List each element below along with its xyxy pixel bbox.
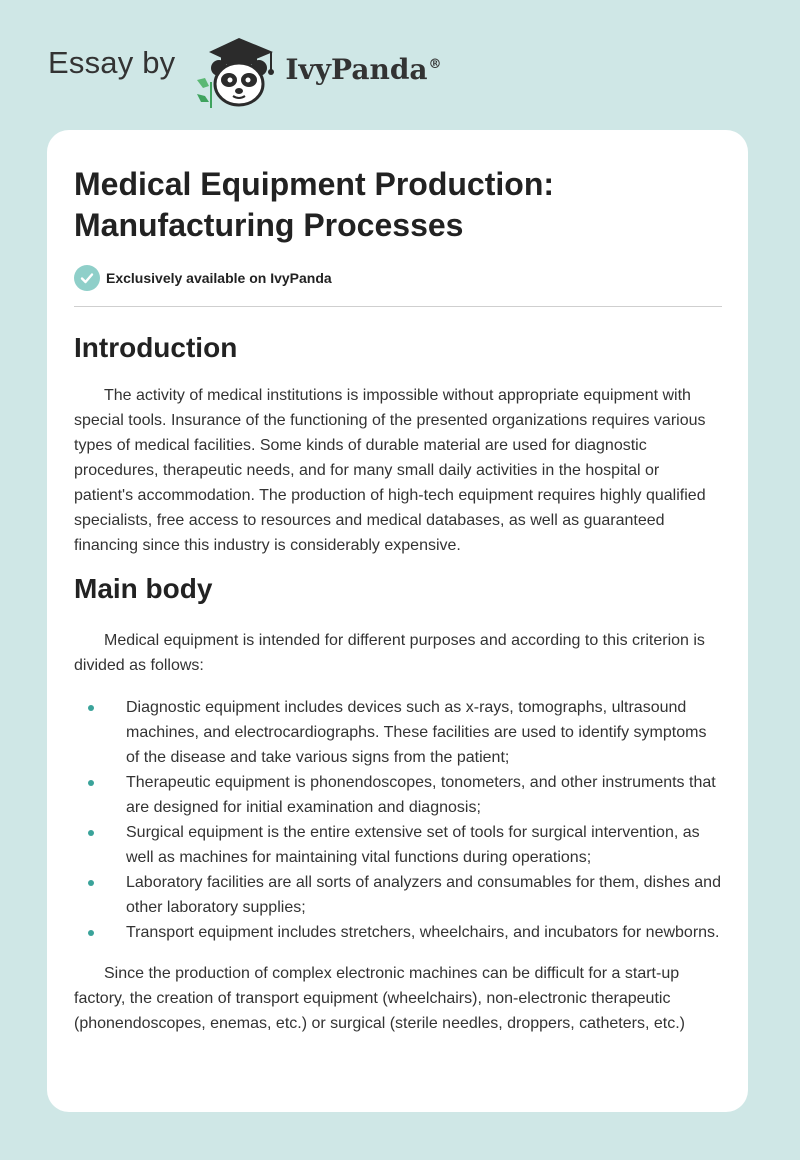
brand-name: IvyPanda® (285, 52, 442, 86)
essay-card (47, 130, 748, 1112)
bullet-icon (88, 830, 94, 836)
section-heading-introduction: Introduction (74, 332, 238, 363)
divider (74, 306, 722, 307)
list-item: Surgical equipment is the entire extensive set of tools for surgical intervention, as well as machines for maintaining vital functions during operations; (74, 820, 722, 870)
badge-label: Exclusively available on IvyPanda (106, 270, 332, 286)
list-item: Transport equipment includes stretchers, wheelchairs, and incubators for newborns. (74, 920, 722, 945)
closing-paragraph: Since the production of complex electronic machines can be difficult for a start-up factory, the creation of transport equipment (wheelchairs), non-electronic therapeutic (phonendoscopes, enemas, etc.) or surgical (sterile needles, droppers, catheters, etc.) (74, 965, 685, 1032)
panda-mascot-icon (191, 30, 283, 110)
bullet-icon (88, 880, 94, 886)
bullet-icon (88, 930, 94, 936)
list-item: Diagnostic equipment includes devices such as x-rays, tomographs, ultrasound machines, and electrocardiographs. These facilities are used to identify symptoms of the disease and take various signs from the patient; (74, 695, 722, 770)
brand-logo[interactable] (48, 30, 442, 110)
list-item: Therapeutic equipment is phonendoscopes, tonometers, and other instruments that are designed for initial examination and diagnosis; (74, 770, 722, 820)
bullet-icon (88, 705, 94, 711)
list-item: Laboratory facilities are all sorts of analyzers and consumables for them, dishes and other laboratory supplies; (74, 870, 722, 920)
essay-title: Medical Equipment Production: Manufacturing Processes (74, 166, 555, 243)
trademark-symbol: ® (428, 57, 442, 73)
essay-by-label: Essay by (48, 45, 176, 80)
introduction-paragraph: The activity of medical institutions is impossible without appropriate equipment with special tools. Insurance of the functioning of the presented organizations requires various types of medical facilities. Some kinds of durable material are used for diagnostic procedures, therapeutic needs, and for many small daily activities in the hospital or patient's accommodation. The production of high-tech equipment requires highly qualified specialists, free access to resources and medical databases, as well as guaranteed financing since this industry is considerably expensive. (74, 387, 706, 554)
exclusive-badge (74, 265, 722, 291)
main-body-intro-paragraph: Medical equipment is intended for different purposes and according to this criterion is divided as follows: (74, 632, 705, 674)
check-icon (74, 265, 100, 291)
bullet-icon (88, 780, 94, 786)
equipment-list (74, 695, 722, 945)
section-heading-main-body: Main body (74, 573, 213, 604)
